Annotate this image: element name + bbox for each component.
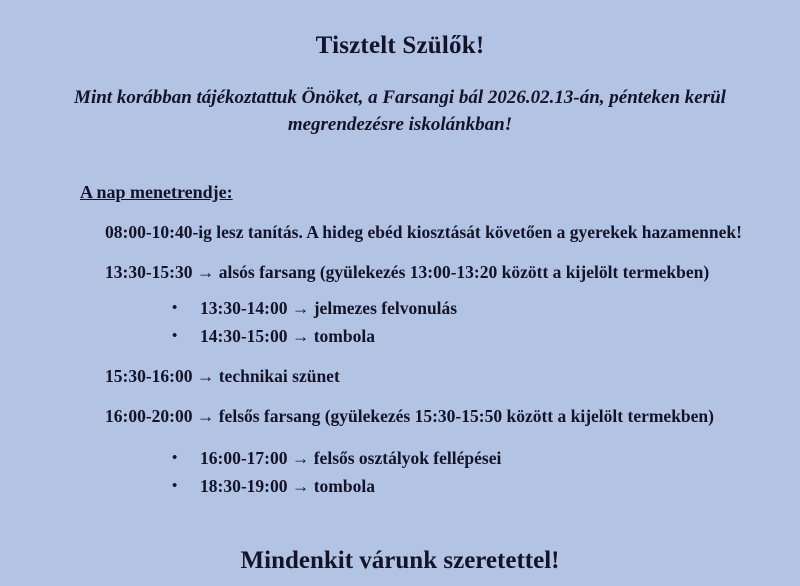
schedule-row-upper-performances (172, 447, 800, 469)
schedule-row-text: 13:30-14:00 → jelmezes felvonulás (200, 298, 458, 318)
bullet-icon: • (172, 478, 178, 494)
schedule-row-upper-tombola (172, 475, 800, 497)
schedule-row-text: 14:30-15:00 → tombola (200, 326, 375, 346)
schedule-row-text: 16:00-17:00 → felsős osztályok fellépései (200, 448, 502, 468)
schedule-row-lower-tombola (172, 325, 800, 347)
schedule-row-text: 18:30-19:00 → tombola (200, 476, 375, 496)
intro-paragraph: Mint korábban tájékoztattuk Önöket, a Farsangi bál 2026.02.13-án, pénteken kerül megrendezésre iskolánkban! (74, 87, 726, 135)
schedule-row-costume-parade (172, 297, 800, 319)
notice-title: Tisztelt Szülők! (315, 32, 485, 59)
schedule-row-technical-break: 15:30-16:00 → technikai szünet (105, 366, 340, 386)
bullet-icon: • (172, 450, 178, 466)
schedule-row-lower-carnival: 13:30-15:30 → alsós farsang (gyülekezés 13:00-13:20 között a kijelölt termekben) (105, 262, 710, 282)
bullet-icon: • (172, 328, 178, 344)
closing-line: Mindenkit várunk szeretettel! (240, 547, 560, 574)
bullet-icon: • (172, 300, 178, 316)
schedule-row-upper-carnival: 16:00-20:00 → felsős farsang (gyülekezés 15:30-15:50 között a kijelölt termekben) (105, 406, 714, 426)
schedule-row-lessons: 08:00-10:40-ig lesz tanítás. A hideg ebéd kiosztását követően a gyerekek hazamennek! (105, 222, 742, 242)
schedule-heading: A nap menetrendje: (80, 182, 233, 202)
